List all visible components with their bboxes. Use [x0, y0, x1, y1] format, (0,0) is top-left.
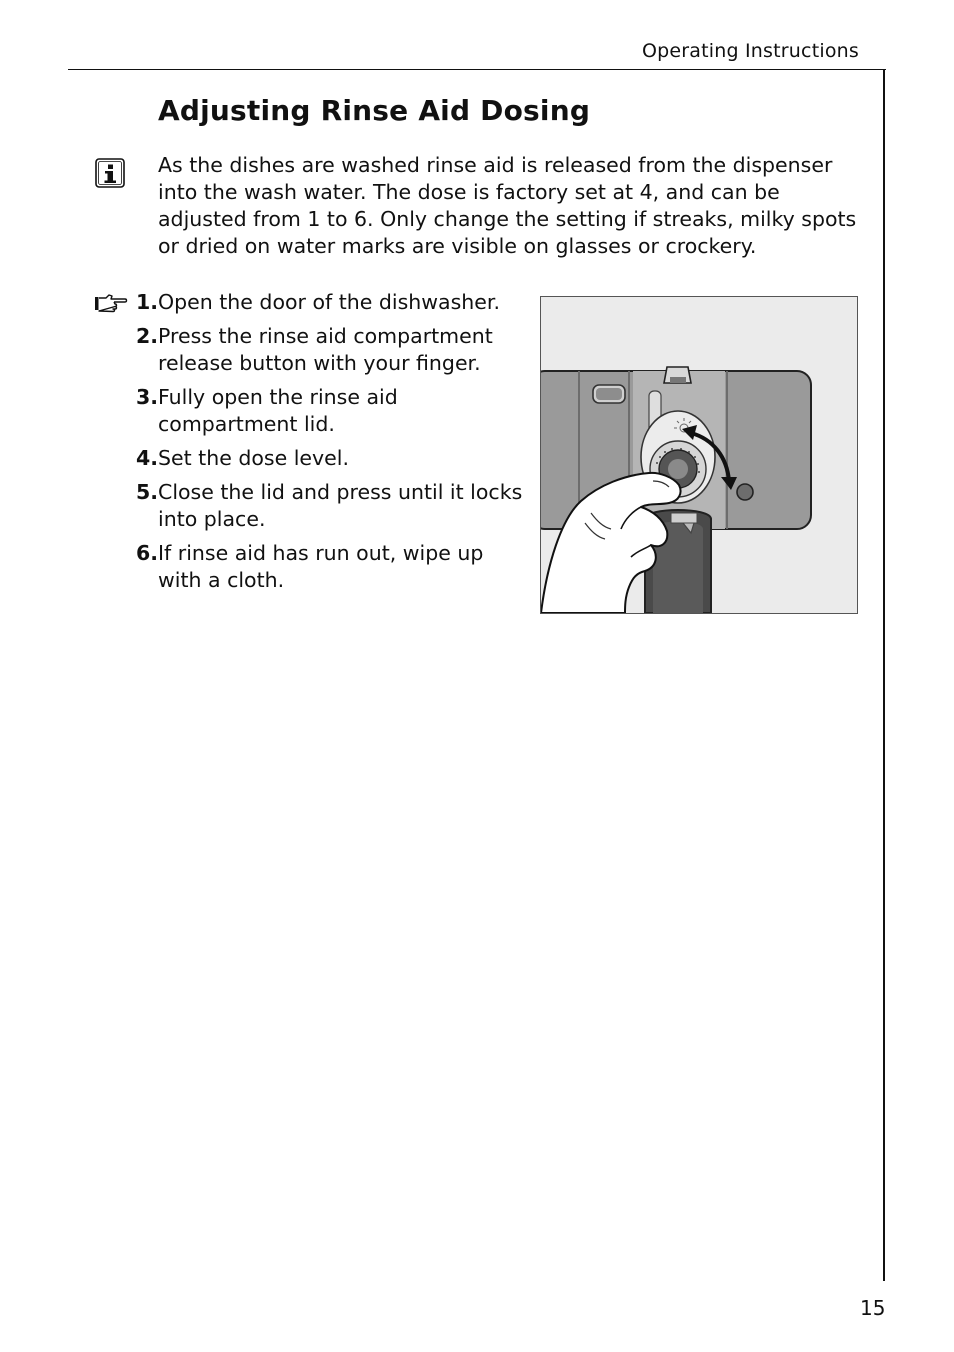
page-number: 15: [860, 1296, 886, 1320]
rinse-aid-dial-drawing: [541, 297, 857, 613]
margin-rule: [883, 69, 885, 1281]
step-text: Set the dose level.: [158, 446, 349, 470]
step-text: Open the door of the dishwasher.: [158, 290, 500, 314]
step-text: Press the rinse aid compartment release button with your finger.: [158, 324, 493, 375]
step-text: Close the lid and press until it locks into place.: [158, 480, 523, 531]
list-item: 2. Press the rinse aid compartment release button with your finger.: [130, 323, 530, 377]
running-header: Operating Instructions: [641, 40, 859, 62]
intro-paragraph: As the dishes are washed rinse aid is released from the dispenser into the wash water. The dose is factory set at 4, and can be adjusted from 1 to 6. Only change the setting if streaks, milky spots or dried on water marks are visible on glasses or crockery.: [158, 153, 857, 258]
step-text: If rinse aid has run out, wipe up with a cloth.: [158, 541, 484, 592]
info-icon: [95, 158, 125, 188]
step-list: [130, 289, 530, 601]
header-rule: [68, 69, 886, 70]
pointing-hand-icon: [94, 292, 128, 314]
step-text: Fully open the rinse aid compartment lid.: [158, 385, 398, 436]
list-item: 6. If rinse aid has run out, wipe up with a cloth.: [130, 540, 530, 594]
list-item: 3. Fully open the rinse aid compartment lid.: [130, 384, 530, 438]
list-item: 4. Set the dose level.: [135, 446, 349, 470]
list-item: 5. Close the lid and press until it locks into place.: [130, 479, 530, 533]
rinse-aid-dial-illustration: [540, 296, 858, 614]
list-item: 1. Open the door of the dishwasher.: [135, 290, 500, 314]
page-title: Adjusting Rinse Aid Dosing: [158, 94, 591, 127]
